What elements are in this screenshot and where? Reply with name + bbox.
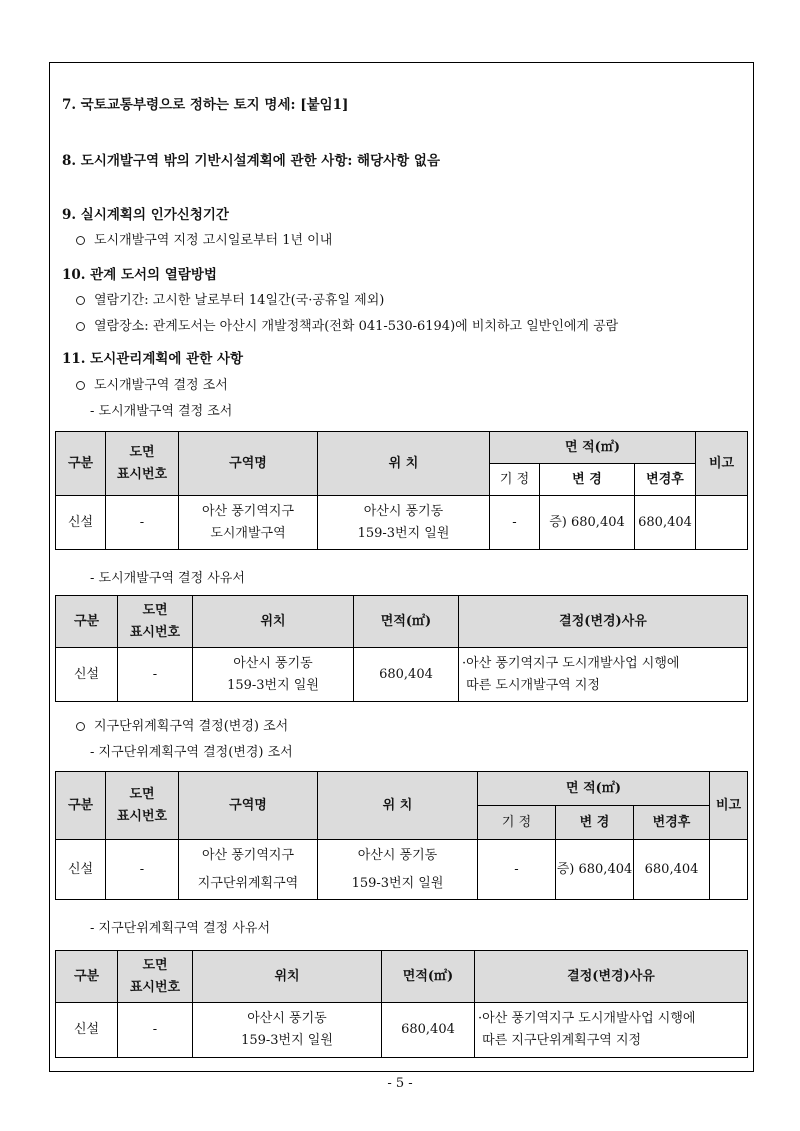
col-location: 위 치 xyxy=(318,432,490,496)
section-11-dash-4: - 지구단위계획구역 결정 사유서 xyxy=(90,921,271,936)
col-location: 위 치 xyxy=(318,772,478,840)
cell-district-name: 아산 풍기역지구 도시개발구역 xyxy=(179,496,318,550)
cell-existing: - xyxy=(490,496,540,550)
section-11-dash-3: - 지구단위계획구역 결정(변경) 조서 xyxy=(90,745,293,760)
cell-drawing-no: - xyxy=(106,840,179,900)
table-row xyxy=(56,840,748,900)
col-area: 면 적(㎡) xyxy=(490,432,696,464)
cell-location: 아산시 풍기동 159-3번지 일원 xyxy=(318,840,478,900)
cell-area: 680,404 xyxy=(354,648,459,702)
col-drawing-no: 도면 표시번호 xyxy=(106,772,179,840)
cell-change: 증) 680,404 xyxy=(556,840,634,900)
section-11-dash-1: - 도시개발구역 결정 조서 xyxy=(90,404,233,419)
col-area: 면적(㎡) xyxy=(354,596,459,648)
cell-gubun: 신설 xyxy=(56,1003,118,1058)
cell-drawing-no: - xyxy=(106,496,179,550)
col-district-name: 구역명 xyxy=(179,772,318,840)
circle-bullet-icon xyxy=(76,381,85,390)
col-existing: 기 정 xyxy=(478,806,556,840)
district-reason-table xyxy=(55,595,748,702)
section-11-bullet-1: 도시개발구역 결정 조서 xyxy=(76,374,228,393)
cell-after-change: 680,404 xyxy=(635,496,696,550)
cell-existing: - xyxy=(478,840,556,900)
cell-location: 아산시 풍기동 159-3번지 일원 xyxy=(193,1003,382,1058)
circle-bullet-icon xyxy=(76,322,85,331)
col-location: 위치 xyxy=(193,951,382,1003)
section-10-bullet-1: 열람기간: 고시한 날로부터 14일간(국·공휴일 제외) xyxy=(76,289,384,308)
plan-reason-table xyxy=(55,950,748,1058)
col-gubun: 구분 xyxy=(56,432,106,496)
cell-drawing-no: - xyxy=(118,1003,193,1058)
page-number: - 5 - xyxy=(387,1076,413,1091)
cell-district-name: 아산 풍기역지구 지구단위계획구역 xyxy=(179,840,318,900)
table-row xyxy=(56,496,748,550)
cell-gubun: 신설 xyxy=(56,496,106,550)
section-7: 7. 국토교통부령으로 정하는 토지 명세: [붙임1] xyxy=(62,97,349,113)
section-10-bullet-2: 열람장소: 관계도서는 아산시 개발정책과(전화 041-530-6194)에 비치하고 일반인에게 공람 xyxy=(76,315,618,334)
section-11-title: 11. 도시관리계획에 관한 사항 xyxy=(62,351,244,367)
cell-gubun: 신설 xyxy=(56,648,118,702)
col-after-change: 변경후 xyxy=(635,464,696,496)
col-remarks: 비고 xyxy=(710,772,748,840)
cell-drawing-no: - xyxy=(118,648,193,702)
col-location: 위치 xyxy=(193,596,354,648)
col-drawing-no: 도면 표시번호 xyxy=(118,596,193,648)
district-designation-table xyxy=(55,431,748,550)
col-drawing-no: 도면 표시번호 xyxy=(118,951,193,1003)
col-area: 면 적(㎡) xyxy=(478,772,710,806)
section-11-dash-2: - 도시개발구역 결정 사유서 xyxy=(90,571,245,586)
cell-after-change: 680,404 xyxy=(634,840,710,900)
cell-remarks xyxy=(710,840,748,900)
cell-reason: ·아산 풍기역지구 도시개발사업 시행에 따른 지구단위계획구역 지정 xyxy=(475,1003,748,1058)
col-after-change: 변경후 xyxy=(634,806,710,840)
section-8: 8. 도시개발구역 밖의 기반시설계획에 관한 사항: 해당사항 없음 xyxy=(62,153,441,169)
col-reason: 결정(변경)사유 xyxy=(475,951,748,1003)
circle-bullet-icon xyxy=(76,722,85,731)
table-row xyxy=(56,1003,748,1058)
section-9-bullet: 도시개발구역 지정 고시일로부터 1년 이내 xyxy=(76,229,332,248)
cell-gubun: 신설 xyxy=(56,840,106,900)
col-change: 변 경 xyxy=(556,806,634,840)
col-change: 변 경 xyxy=(540,464,635,496)
section-10-title: 10. 관계 도서의 열람방법 xyxy=(62,267,217,283)
section-11-bullet-2: 지구단위계획구역 결정(변경) 조서 xyxy=(76,715,288,734)
circle-bullet-icon xyxy=(76,296,85,305)
col-gubun: 구분 xyxy=(56,772,106,840)
col-existing: 기 정 xyxy=(490,464,540,496)
cell-reason: ·아산 풍기역지구 도시개발사업 시행에 따른 도시개발구역 지정 xyxy=(459,648,748,702)
cell-location: 아산시 풍기동 159-3번지 일원 xyxy=(318,496,490,550)
cell-location: 아산시 풍기동 159-3번지 일원 xyxy=(193,648,354,702)
col-remarks: 비고 xyxy=(696,432,748,496)
cell-remarks xyxy=(696,496,748,550)
col-gubun: 구분 xyxy=(56,951,118,1003)
cell-area: 680,404 xyxy=(382,1003,475,1058)
col-drawing-no: 도면 표시번호 xyxy=(106,432,179,496)
plan-district-table xyxy=(55,771,748,900)
table-row xyxy=(56,648,748,702)
col-reason: 결정(변경)사유 xyxy=(459,596,748,648)
circle-bullet-icon xyxy=(76,236,85,245)
col-area: 면적(㎡) xyxy=(382,951,475,1003)
col-district-name: 구역명 xyxy=(179,432,318,496)
col-gubun: 구분 xyxy=(56,596,118,648)
cell-change: 증) 680,404 xyxy=(540,496,635,550)
section-9-title: 9. 실시계획의 인가신청기간 xyxy=(62,207,229,223)
